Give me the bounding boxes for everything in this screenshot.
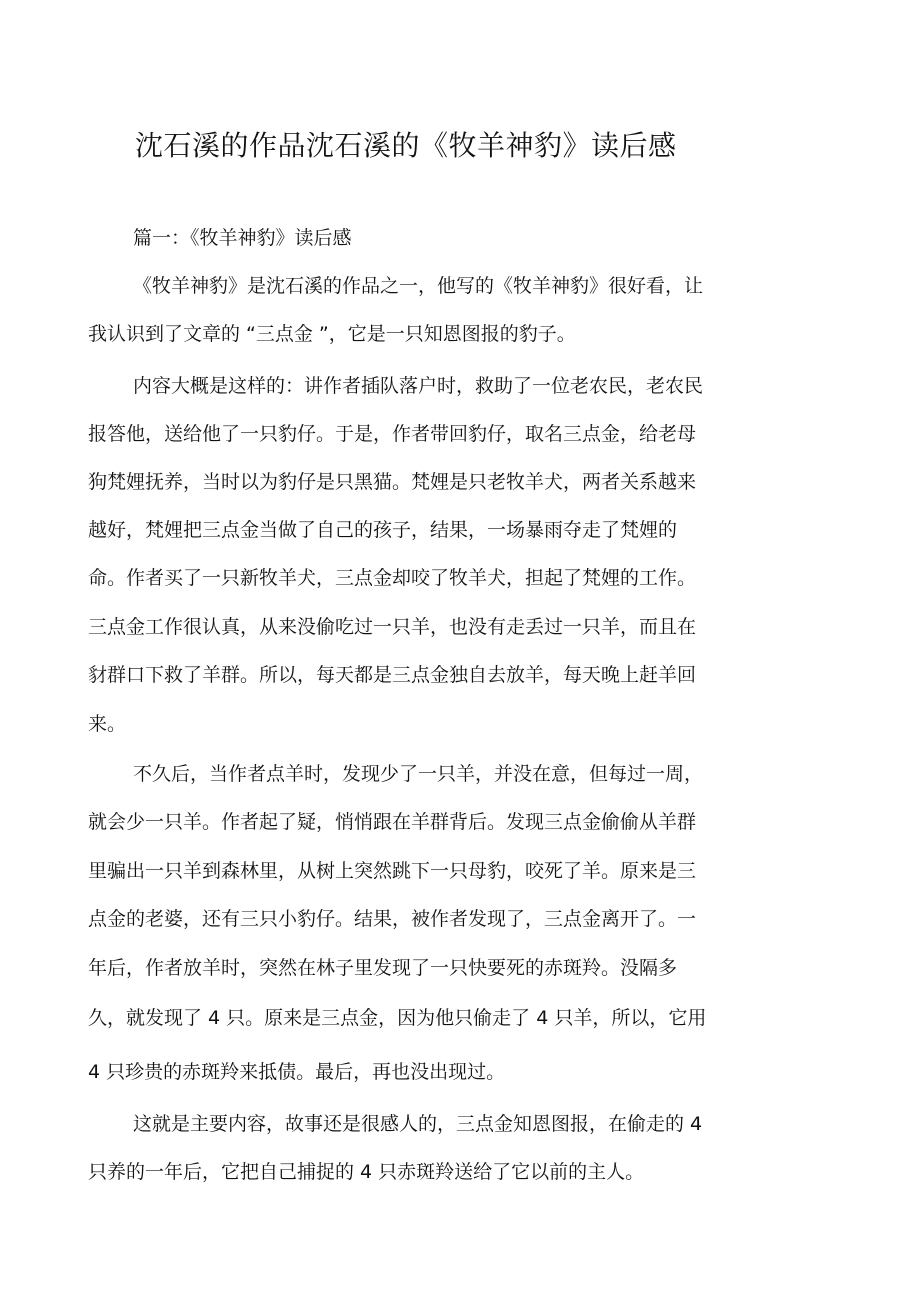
paragraph-2-line-1: 内容大概是这样的：讲作者插队落户时，救助了一位老农民，老农民: [133, 375, 704, 397]
paragraph-2-line-7: 豺群口下救了羊群。所以，每天都是三点金独自去放羊，每天晚上赶羊回: [88, 664, 697, 686]
paragraph-4-line-2: 只养的一年后，它把自己捕捉的 4 只赤斑羚送给了它以前的主人。: [88, 1161, 645, 1183]
paragraph-2-line-4: 越好，梵娌把三点金当做了自己的孩子，结果，一场暴雨夺走了梵娌的: [88, 519, 678, 541]
paragraph-3-line-3: 里骗出一只羊到森林里，从树上突然跳下一只母豹，咬死了羊。原来是三: [88, 860, 697, 882]
paragraph-2-line-3: 狗梵娌抚养，当时以为豹仔是只黑猫。梵娌是只老牧羊犬，两者关系越来: [88, 471, 697, 493]
paragraph-3-line-6: 久，就发现了 4 只。原来是三点金，因为他只偷走了 4 只羊，所以，它用: [88, 1007, 707, 1029]
paragraph-4-line-1: 这就是主要内容，故事还是很感人的，三点金知恩图报，在偷走的 4: [133, 1113, 703, 1135]
paragraph-3-line-5: 年后，作者放羊时，突然在林子里发现了一只快要死的赤斑羚。没隔多: [88, 957, 678, 979]
section-heading: 篇一：《牧羊神豹》读后感: [133, 227, 352, 249]
paragraph-1-line-1: 《牧羊神豹》是沈石溪的作品之一，他写的《牧羊神豹》很好看，让: [133, 275, 704, 297]
paragraph-2-line-6: 三点金工作很认真，从来没偷吃过一只羊，也没有走丢过一只羊，而且在: [88, 616, 697, 638]
document-title: 沈石溪的作品沈石溪的《牧羊神豹》读后感: [135, 129, 677, 162]
paragraph-2-line-2: 报答他，送给他了一只豹仔。于是，作者带回豹仔，取名三点金，给老母: [88, 423, 697, 445]
paragraph-2-line-5: 命。作者买了一只新牧羊犬，三点金却咬了牧羊犬，担起了梵娌的工作。: [88, 567, 697, 589]
paragraph-3-line-1: 不久后，当作者点羊时，发现少了一只羊，并没在意，但每过一周，: [133, 763, 704, 785]
paragraph-1-line-2: 我认识到了文章的 “三点金 ”，它是一只知恩图报的豹子。: [88, 323, 576, 345]
paragraph-3-line-7: 4 只珍贵的赤斑羚来抵债。最后，再也没出现过。: [88, 1061, 506, 1083]
paragraph-2-line-8: 来。: [88, 713, 127, 735]
paragraph-3-line-4: 点金的老婆，还有三只小豹仔。结果，被作者发现了，三点金离开了。一: [88, 908, 697, 930]
paragraph-3-line-2: 就会少一只羊。作者起了疑，悄悄跟在羊群背后。发现三点金偷偷从羊群: [88, 811, 697, 833]
